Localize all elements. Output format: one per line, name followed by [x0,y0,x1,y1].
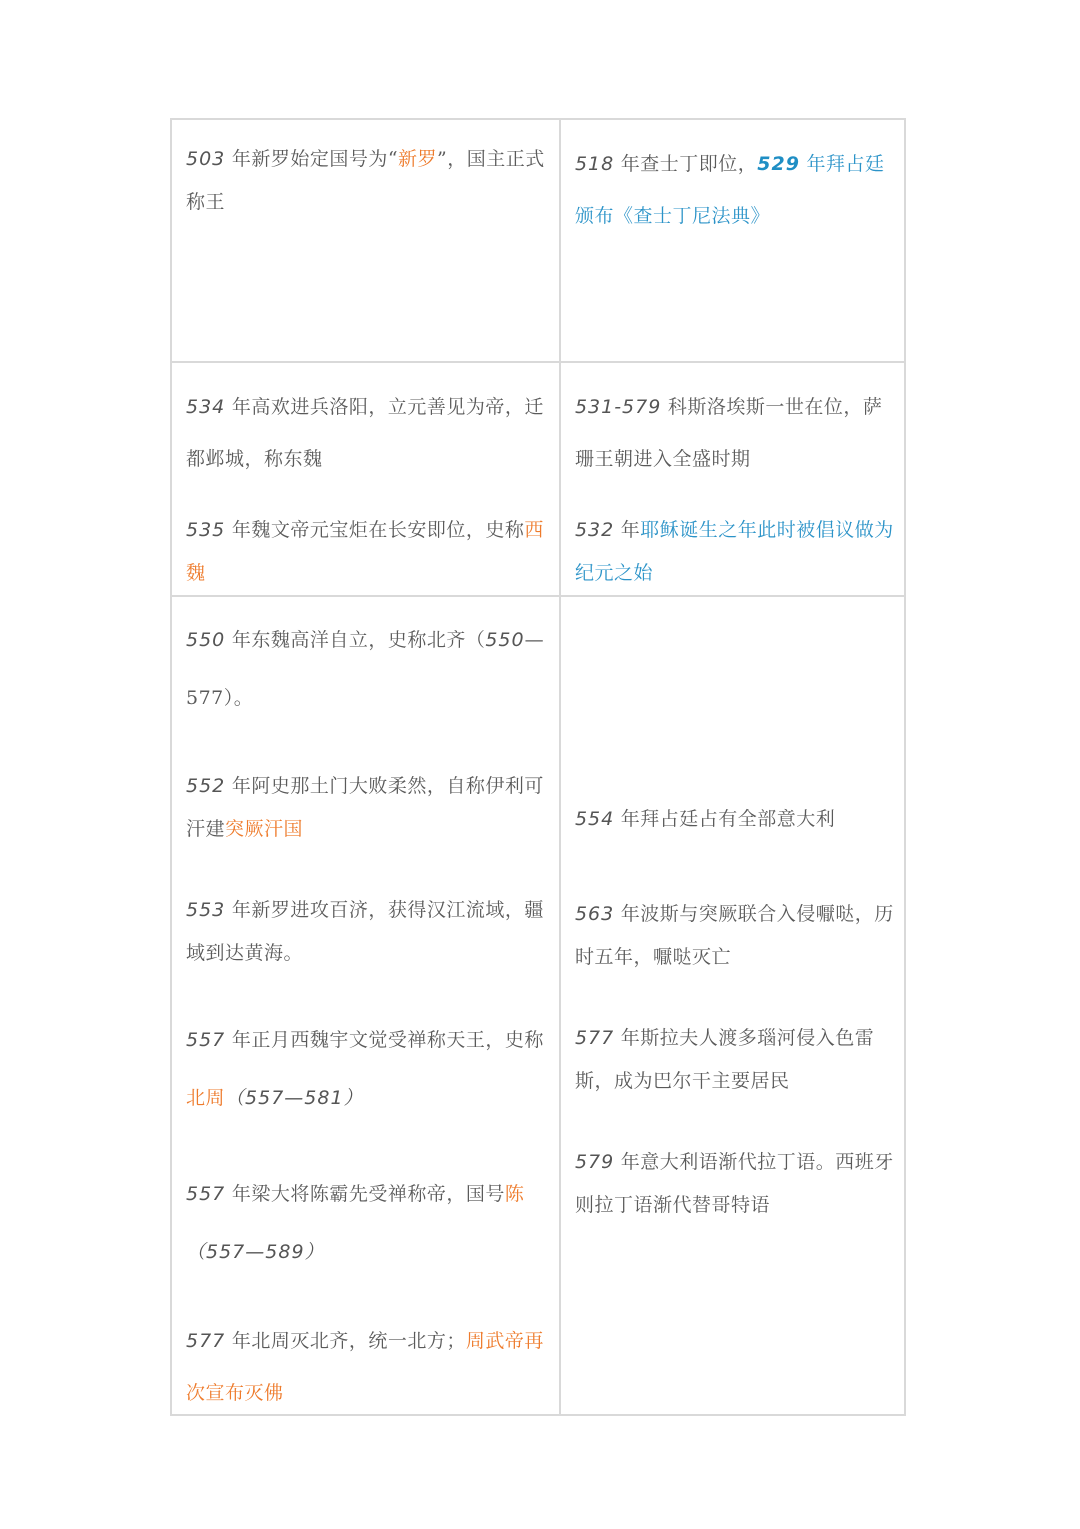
entry-highlight: 年拜占廷颁布《查士丁尼法典》 [574,153,885,227]
table-row [172,361,904,595]
entry-text: 年意大利语渐代拉丁语。西班牙则拉丁语渐代替哥特语 [574,1151,894,1216]
entry-year: 503 [186,148,226,170]
timeline-entry [575,138,894,242]
table-row [172,120,904,361]
entry-highlight: 突厥汗国 [225,818,304,840]
entry-text: 年波斯与突厥联合入侵嚈哒，历时五年，嚈哒灭亡 [574,903,894,968]
entry-text: 年新罗进攻百济，获得汉江流域，疆域到达黄海。 [186,899,544,964]
timeline-entry [575,509,894,595]
entry-text: 年魏文帝元宝炬在长安即位，史称 [231,519,525,541]
entry-year: 579 [574,1151,615,1173]
timeline-entry [186,765,549,851]
entry-text: 科斯洛埃斯一世在位，萨珊王朝进入全盛时期 [574,396,883,470]
entry-text: 年查士丁即位， [620,153,758,175]
timeline-entry [575,1141,894,1227]
entry-highlight: 新罗 [398,148,438,170]
entry-year: 534 [186,396,226,418]
entry-year: 554 [574,808,615,830]
table-cell-right [561,363,904,595]
entry-year: 532 [574,519,615,541]
timeline-entry [186,1315,549,1419]
entry-text: （557—581） [225,1087,364,1109]
entry-year: 531-579 [574,396,662,418]
entry-year: 553 [186,899,226,921]
table-cell-left [172,363,561,595]
entry-text: 年正月西魏宇文觉受禅称天王，史称 [231,1029,544,1051]
timeline-entry [575,1017,894,1103]
timeline-entry [186,1165,549,1281]
entry-year: 577 [186,1330,226,1352]
table-cell-right [561,597,904,1414]
entry-text: 年东魏高洋自立，史称北齐（ [231,629,486,651]
table-row [172,595,904,1414]
entry-text: 年梁大将陈霸先受禅称帝，国号 [231,1183,505,1205]
timeline-entry [186,889,549,975]
entry-text: 年 [620,519,641,541]
timeline-entry [575,798,894,841]
entry-year: 518 [574,153,615,175]
timeline-entry [186,611,549,727]
table-cell-left [172,597,561,1414]
entry-year: 550 [186,629,226,651]
entry-highlight: 陈 [504,1183,525,1205]
timeline-entry [186,1011,549,1127]
entry-year-highlight: 529 [757,153,800,175]
timeline-entry [186,381,549,485]
entry-text: 年北周灭北齐，统一北方； [231,1330,466,1352]
entry-text: 年新罗始定国号为“ [231,148,399,170]
entry-text: 年阿史那土门大败柔然，自称伊利可汗建 [186,775,544,840]
entry-year: 552 [186,775,226,797]
timeline-entry [186,509,549,595]
timeline-entry [575,893,894,979]
entry-text: ”，国主正式称王 [186,148,545,213]
entry-text: —577）。 [186,629,545,709]
entry-text: 年斯拉夫人渡多瑙河侵入色雷斯，成为巴尔干主要居民 [574,1027,875,1092]
entry-year: 535 [186,519,226,541]
timeline-entry [575,381,894,485]
entry-year: 563 [574,903,615,925]
entry-highlight: 耶稣诞生之年此时被倡议做为纪元之始 [574,519,894,584]
entry-year: 550 [485,629,525,651]
table-cell-left [172,120,561,361]
entry-text: （557—589） [186,1241,325,1263]
entry-highlight: 西魏 [186,519,544,584]
entry-highlight: 周武帝再次宣布灭佛 [186,1330,544,1404]
entry-text: 年高欢进兵洛阳，立元善见为帝，迁都邺城，称东魏 [186,396,544,470]
entry-text: 年拜占廷占有全部意大利 [620,808,836,830]
entry-year: 557 [186,1183,226,1205]
history-timeline-table [170,118,906,1416]
entry-highlight: 北周 [186,1087,226,1109]
entry-year: 557 [186,1029,226,1051]
timeline-entry [186,138,549,224]
table-cell-right [561,120,904,361]
entry-year: 577 [574,1027,615,1049]
